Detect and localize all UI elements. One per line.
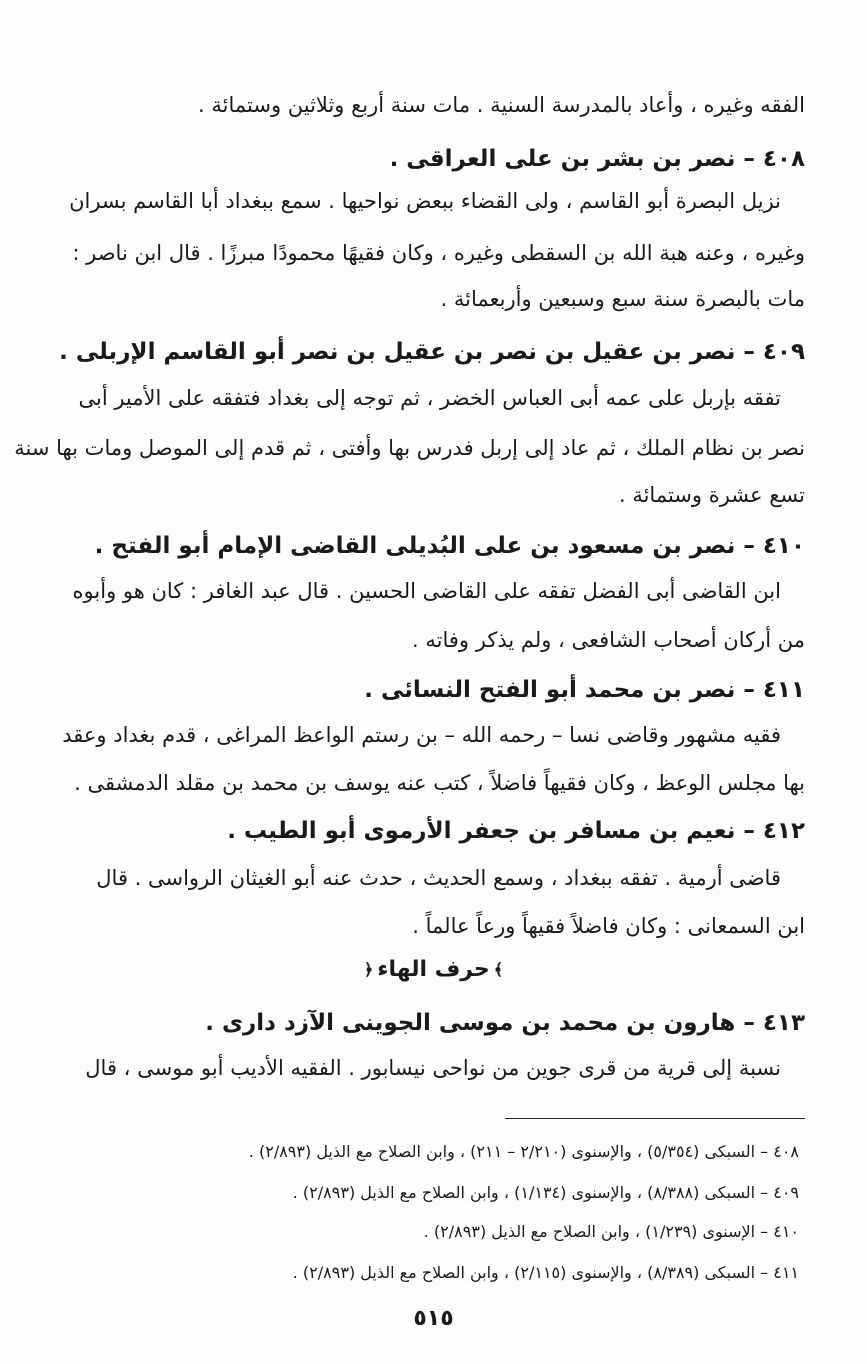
section-title	[0, 955, 867, 985]
footnote: ٤١١ – السبكى (٨/٣٨٩) ، والإسنوى (٢/١١٥) ، وابن الصلاح مع الذيل (٢/٨٩٣) .	[292, 1263, 799, 1282]
footnote: ٤١٠ – الإسنوى (١/٢٣٩) ، وابن الصلاح مع الذيل (٢/٨٩٣) .	[423, 1222, 799, 1241]
text-line: نزيل البصرة أبو القاسم ، ولى القضاء ببعض نواحيها . سمع ببغداد أبا القاسم بسران	[69, 189, 781, 213]
footnote-divider	[505, 1118, 805, 1119]
text-line: بها مجلس الوعظ ، وكان فقيهاً فاضلاً ، كتب عنه يوسف بن محمد بن مقلد الدمشقى .	[74, 771, 805, 795]
text-line: ابن السمعانى : وكان فاضلاً فقيهاً ورعاً عالماً .	[412, 914, 805, 938]
entry-heading-413: ٤١٣ – هارون بن محمد بن موسى الجوينى الآزد دارى .	[205, 1010, 805, 1036]
section-title-text: حرف الهاء	[377, 957, 490, 982]
text-line: وغيره ، وعنه هبة الله بن السقطى وغيره ، وكان فقيهًا محمودًا مبرزًا . قال ابن ناصر :	[72, 241, 805, 265]
text-line: تفقه بإربل على عمه أبى العباس الخضر ، ثم توجه إلى بغداد فتفقه على الأمير أبى	[78, 386, 781, 410]
entry-heading-410: ٤١٠ – نصر بن مسعود بن على البُديلى القاضى الإمام أبو الفتح .	[94, 533, 805, 559]
entry-heading-411: ٤١١ – نصر بن محمد أبو الفتح النسائى .	[364, 677, 805, 703]
entry-heading-412: ٤١٢ – نعيم بن مسافر بن جعفر الأرموى أبو الطيب .	[227, 818, 805, 844]
text-line: من أركان أصحاب الشافعى ، ولم يذكر وفاته .	[412, 628, 805, 652]
text-line: تسع عشرة وستمائة .	[618, 483, 805, 507]
text-line: نصر بن نظام الملك ، ثم عاد إلى إربل فدرس بها وأفتى ، ثم قدم إلى الموصل ومات بها سنة	[14, 436, 805, 460]
entry-heading-409: ٤٠٩ – نصر بن عقيل بن نصر بن عقيل بن نصر أبو القاسم الإربلى .	[59, 339, 805, 365]
text-line: فقيه مشهور وقاضى نسا – رحمه الله – بن رستم الواعظ المراغى ، قدم بغداد وعقد	[62, 723, 781, 747]
ornament-bracket-right: ﴿	[363, 960, 374, 979]
footnote: ٤٠٩ – السبكى (٨/٣٨٨) ، والإسنوى (١/١٣٤) ، وابن الصلاح مع الذيل (٢/٨٩٣) .	[292, 1183, 799, 1202]
text-line: نسبة إلى قرية من قرى جوين من نواحى نيسابور . الفقيه الأديب أبو موسى ، قال	[85, 1056, 781, 1080]
page-number: ٥١٥	[413, 1306, 454, 1331]
text-line: الفقه وغيره ، وأعاد بالمدرسة السنية . مات سنة أربع وثلاثين وستمائة .	[198, 93, 805, 117]
footnote: ٤٠٨ – السبكى (٥/٣٥٤) ، والإسنوى (٢/٢١٠ – ٢١١) ، وابن الصلاح مع الذيل (٢/٨٩٣) .	[248, 1142, 799, 1161]
text-line: قاضى أرمية . تفقه ببغداد ، وسمع الحديث ، حدث عنه أبو الغيثان الرواسى . قال	[96, 866, 781, 890]
ornament-bracket-left: ﴾	[493, 960, 504, 979]
entry-heading-408: ٤٠٨ – نصر بن بشر بن على العراقى .	[389, 146, 805, 172]
text-line: مات بالبصرة سنة سبع وسبعين وأربعمائة .	[440, 287, 805, 311]
text-line: ابن القاضى أبى الفضل تفقه على القاضى الحسين . قال عبد الغافر : كان هو وأبوه	[72, 579, 781, 603]
